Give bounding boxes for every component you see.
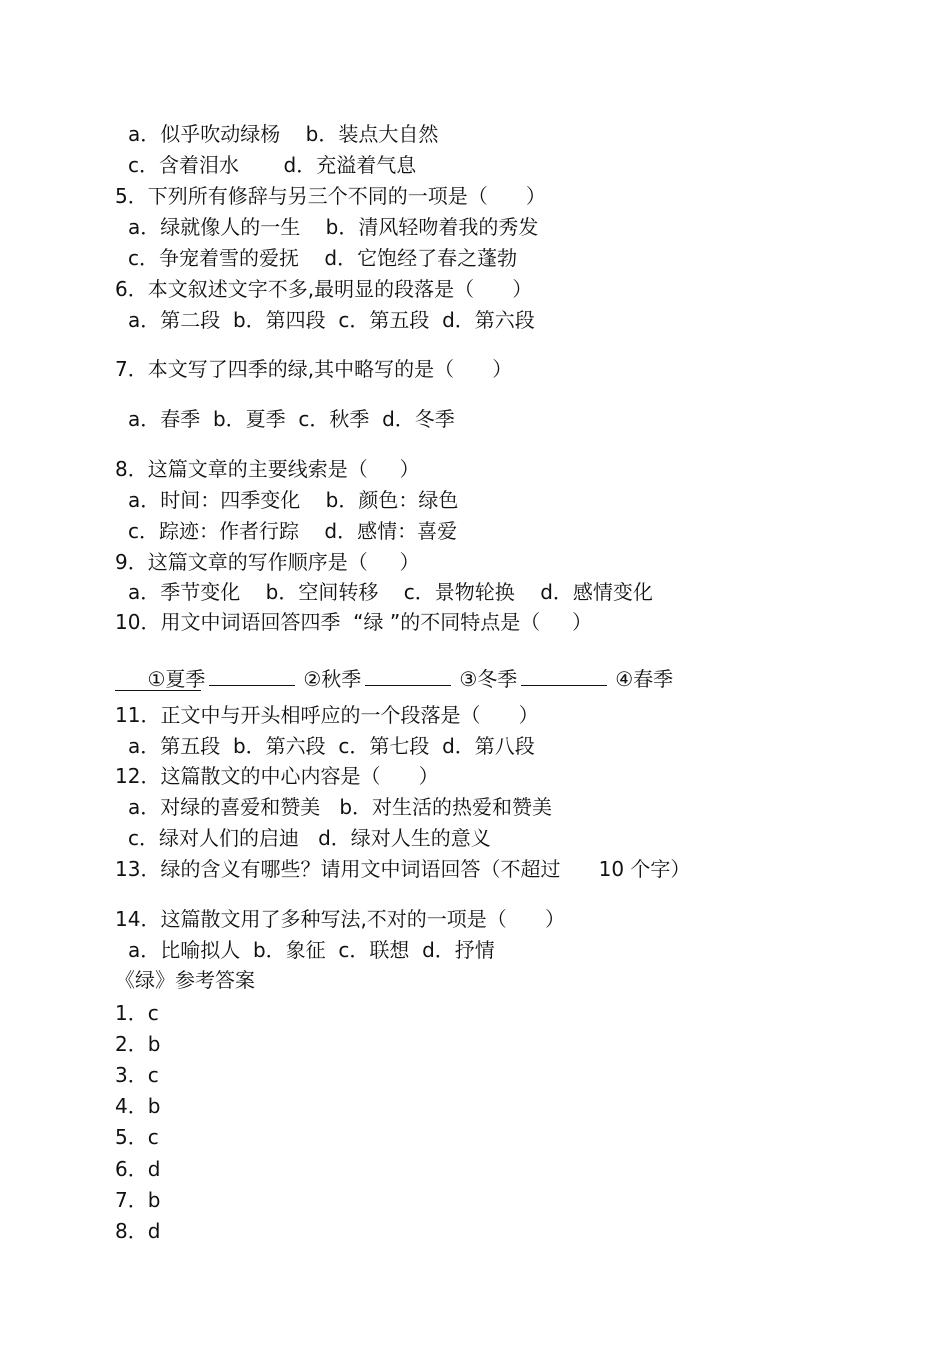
question-5: 5．下列所有修辞与另三个不同的一项是（ ） <box>115 184 546 208</box>
question-13: 13．绿的含义有哪些？请用文中词语回答（不超过 10 个字） <box>115 857 691 881</box>
question-8: 8．这篇文章的主要线索是（ ） <box>115 457 420 481</box>
q8-options-cd: c．踪迹：作者行踪 d．感情：喜爱 <box>128 519 458 543</box>
answer-item: 7．b <box>115 1188 161 1212</box>
q9-options: a．季节变化 b．空间转移 c．景物轮换 d．感情变化 <box>128 580 653 604</box>
q10-summer-blank <box>209 667 295 686</box>
question-10: 10．用文中词语回答四季 “绿 ”的不同特点是（ ） <box>115 610 593 634</box>
q10-autumn-blank <box>365 667 451 686</box>
q10-summer-label: ①夏季 <box>147 667 206 691</box>
q4-options-ab: a．似乎吹动绿杨 b．装点大自然 <box>128 122 439 146</box>
q4-options-cd: c．含着泪水 d．充溢着气息 <box>128 153 417 177</box>
q14-options: a．比喻拟人 b．象征 c．联想 d．抒情 <box>128 938 495 962</box>
question-14: 14．这篇散文用了多种写法,不对的一项是（ ） <box>115 907 565 931</box>
q10-autumn-label: ②秋季 <box>303 667 362 691</box>
q12-options-ab: a．对绿的喜爱和赞美 b．对生活的热爱和赞美 <box>128 795 553 819</box>
answer-item: 1．c <box>115 1001 159 1025</box>
answer-item: 2．b <box>115 1032 161 1056</box>
q5-options-cd: c．争宠着雪的爱抚 d．它饱经了春之蓬勃 <box>128 246 518 270</box>
q10-spring-label: ④春季 <box>615 667 674 691</box>
answer-item: 8．d <box>115 1219 161 1243</box>
q7-options: a．春季 b．夏季 c．秋季 d．冬季 <box>128 407 455 431</box>
q10-winter-label: ③冬季 <box>459 667 518 691</box>
answer-item: 6．d <box>115 1157 161 1181</box>
question-11: 11．正文中与开头相呼应的一个段落是（ ） <box>115 703 539 727</box>
question-12: 12．这篇散文的中心内容是（ ） <box>115 764 439 788</box>
q12-options-cd: c．绿对人们的启迪 d．绿对人生的意义 <box>128 826 491 850</box>
answer-item: 4．b <box>115 1094 161 1118</box>
answer-item: 5．c <box>115 1125 159 1149</box>
q10-spring-blank <box>115 672 201 691</box>
answer-key-heading: 《绿》参考答案 <box>115 968 255 992</box>
question-9: 9．这篇文章的写作顺序是（ ） <box>115 550 420 574</box>
answer-item: 3．c <box>115 1063 159 1087</box>
q6-options: a．第二段 b．第四段 c．第五段 d．第六段 <box>128 308 535 332</box>
question-7: 7．本文写了四季的绿,其中略写的是（ ） <box>115 357 513 381</box>
q11-options: a．第五段 b．第六段 c．第七段 d．第八段 <box>128 734 535 758</box>
q10-winter-blank <box>521 667 607 686</box>
q10-spring-blank-line <box>115 671 209 697</box>
q5-options-ab: a．绿就像人的一生 b．清风轻吻着我的秀发 <box>128 215 539 239</box>
q8-options-ab: a．时间：四季变化 b．颜色：绿色 <box>128 488 459 512</box>
question-6: 6．本文叙述文字不多,最明显的段落是（ ） <box>115 277 533 301</box>
